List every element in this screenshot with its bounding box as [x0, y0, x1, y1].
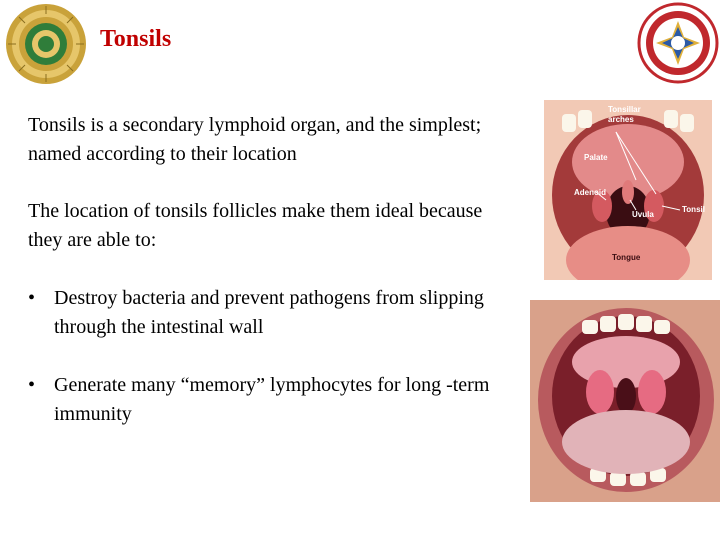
label-tongue: Tongue: [612, 253, 641, 262]
list-item: [28, 284, 528, 342]
location-paragraph: The location of tonsils follicles make them ideal because they are able to:: [28, 200, 483, 251]
label-uvula: Uvula: [632, 210, 654, 219]
label-adenoid: Adenoid: [574, 188, 606, 197]
label-arches-2: arches: [608, 115, 634, 124]
open-mouth-photo: [530, 300, 720, 502]
label-palate: Palate: [584, 153, 608, 162]
slide-title: Tonsils: [100, 26, 172, 52]
tonsil-anatomy-diagram: [544, 100, 712, 280]
bullet-dot: •: [28, 374, 36, 396]
university-seal-logo: [4, 2, 88, 86]
label-arches-1: Tonsillar: [608, 105, 641, 114]
list-item: [28, 371, 528, 429]
bullet-text: Generate many “memory” lymphocytes for long -term immunity: [54, 374, 490, 425]
college-seal-logo: [637, 2, 719, 84]
intro-paragraph: Tonsils is a secondary lymphoid organ, and the simplest; named according to their location: [28, 114, 482, 165]
bullet-text: Destroy bacteria and prevent pathogens from slipping through the intestinal wall: [54, 287, 484, 338]
label-tonsil: Tonsil: [682, 205, 705, 214]
bullet-list: [28, 284, 528, 458]
bullet-dot: •: [28, 287, 36, 309]
